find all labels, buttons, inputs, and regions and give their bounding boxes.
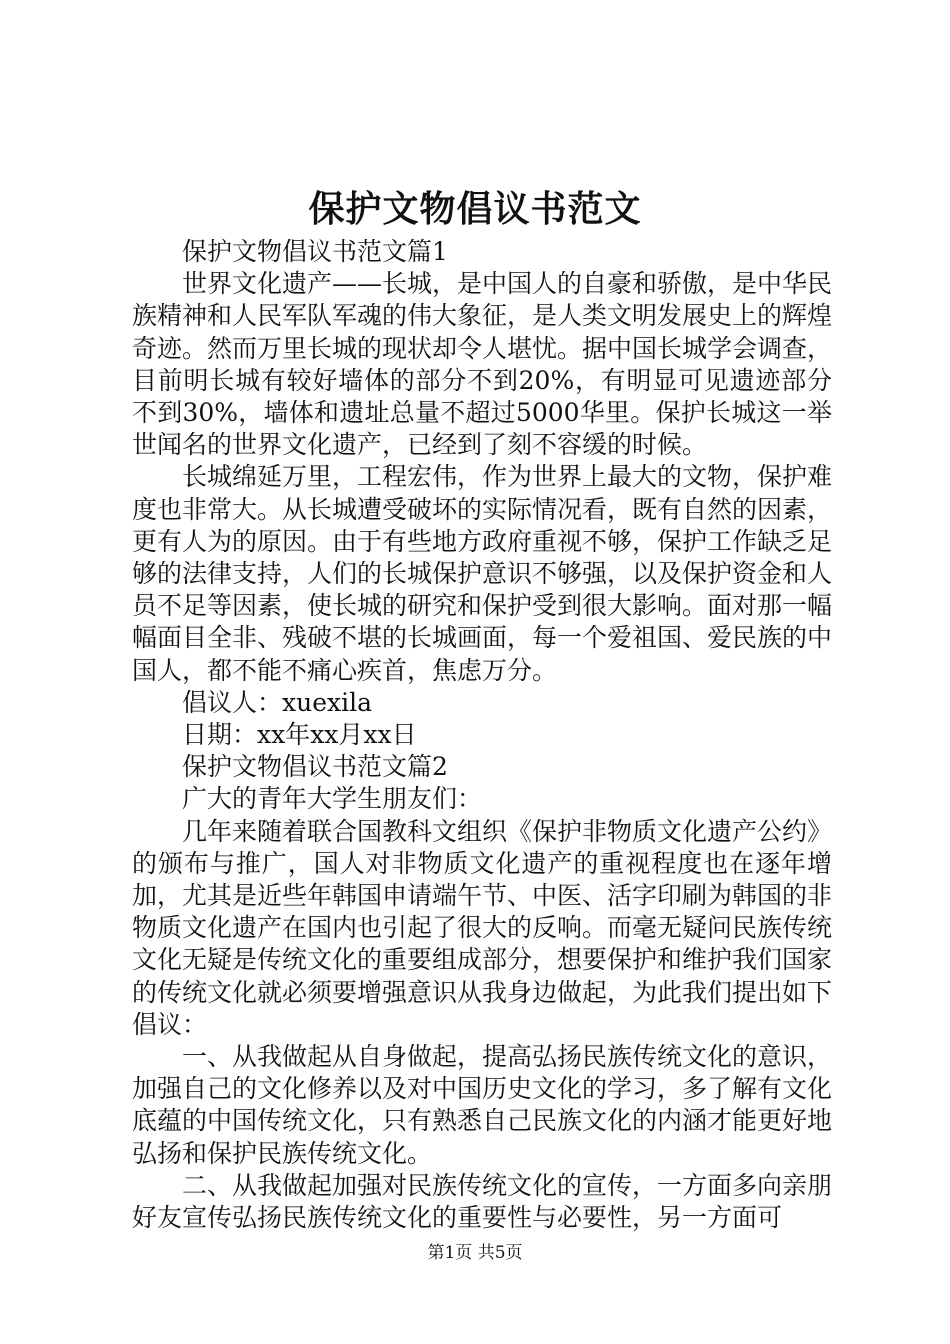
date-line: 日期：xx年xx月xx日 bbox=[182, 720, 417, 750]
section-heading-1: 保护文物倡议书范文篇1 bbox=[182, 237, 448, 266]
document-title: 保护文物倡议书范文 bbox=[308, 188, 642, 230]
initiator-line: 倡议人：xuexila bbox=[182, 687, 372, 717]
paragraph: 长城绵延万里，工程宏伟，作为世界上最大的文物，保护难度也非常大。从长城遭受破坏的实际情况看，既有自然的因素，更有人为的原因。由于有些地方政府重视不够，保护工作缺乏足够的法律支持，人们的长城保护意识不够强，以及保护资金和人员不足等因素，使长城的研究和保护受到很大影响。面对那一幅幅面目全非、残破不堪的长城画面，每一个爱祖国、爱民族的中国人，都不能不痛心疾首，焦虑万分。 bbox=[132, 462, 833, 685]
paragraph: 二、从我做起加强对民族传统文化的宣传，一方面多向亲朋好友宣传弘扬民族传统文化的重要性与必要性，另一方面可 bbox=[132, 1170, 833, 1233]
paragraph: 几年来随着联合国教科文组织《保护非物质文化遗产公约》的颁布与推广，国人对非物质文化遗产的重视程度也在逐年增加，尤其是近些年韩国申请端午节、中医、活字印刷为韩国的非物质文化遗产在国内也引起了很大的反响。而毫无疑问民族传统文化无疑是传统文化的重要组成部分，想要保护和维护我们国家的传统文化就必须要增强意识从我身边做起，为此我们提出如下倡议： bbox=[132, 816, 833, 1039]
paragraph: 一、从我做起从自身做起，提高弘扬民族传统文化的意识，加强自己的文化修养以及对中国历史文化的学习，多了解有文化底蕴的中国传统文化，只有熟悉自己民族文化的内涵才能更好地弘扬和保护民族传统文化。 bbox=[132, 1042, 833, 1168]
page-footer: 第1页 共5页 bbox=[427, 1243, 523, 1263]
salutation: 广大的青年大学生朋友们： bbox=[182, 784, 483, 814]
paragraph: 世界文化遗产——长城，是中国人的自豪和骄傲，是中华民族精神和人民军队军魂的伟大象征，是人类文明发展史上的辉煌奇迹。然而万里长城的现状却令人堪忧。据中国长城学会调查，目前明长城有较好墙体的部分不到20%，有明显可见遗迹部分不到30%，墙体和遗址总量不超过5000华里。保护长城这一举世闻名的世界文化遗产，已经到了刻不容缓的时候。 bbox=[132, 269, 833, 460]
document-body bbox=[132, 236, 832, 1234]
section-heading-2: 保护文物倡议书范文篇2 bbox=[182, 752, 448, 782]
